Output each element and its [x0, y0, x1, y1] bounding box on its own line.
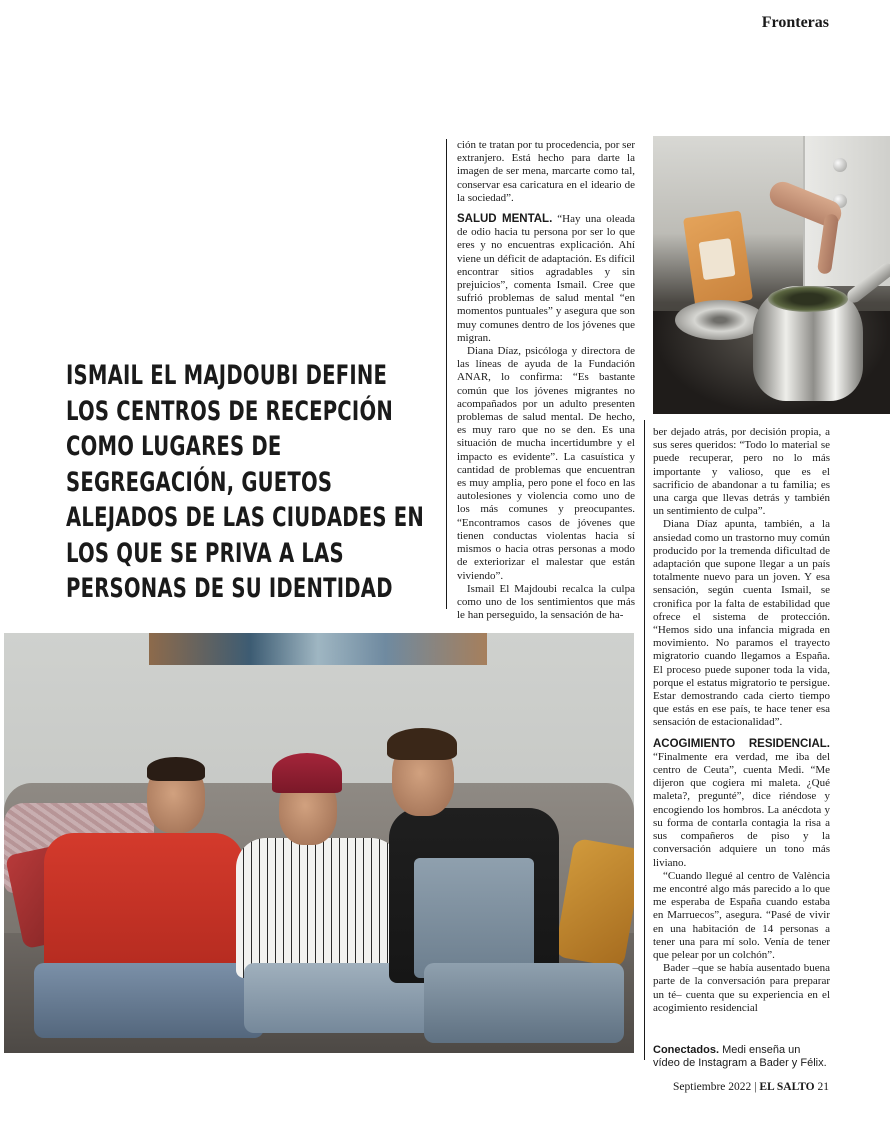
page-number: 21 — [817, 1081, 829, 1093]
footer-separator: | — [754, 1081, 757, 1093]
caption-text: Medi enseña un vídeo de Instagram a Bader y Félix. — [653, 1044, 827, 1069]
paragraph — [457, 213, 635, 345]
photo-funnel — [675, 300, 765, 340]
paragraph: Bader –que se había ausentado buena parte de la conversación para preparar un té– cuenta que su experiencia en el acogimiento residencial — [653, 962, 830, 1014]
pull-quote: ISMAIL EL MAJDOUBI DEFINE LOS CENTROS DE RECEPCIÓN COMO LUGARES DE SEGREGACIÓN, GUETOS ALEJADOS DE LAS CIUDADES EN LOS QUE SE PRIVA A LAS PERSONAS DE SU IDENTIDAD — [66, 360, 425, 604]
paragraph: ber dejado atrás, por decisión propia, a sus seres queridos: “Todo lo material se puede recuperar, pero no lo más importante y valioso, que es el sacrificio de abandonar a tu familia; es una carga que llevas detrás y también un sentimiento de culpa”. — [653, 426, 830, 518]
paragraph: Ismail El Majdoubi recalca la culpa como uno de los sentimientos que más le han perseguido, la sensación de ha- — [457, 582, 635, 622]
paragraph: Diana Díaz apunta, también, a la ansiedad como un trastorno muy común producido por la tremenda dificultad de adaptación que supone llegar a un país totalmente nuevo para un joven. Y esa sensación, según cuenta Ismail, se cronifica por la falta de estabilidad que ofrece el sistema de protección. “Hemos sido una infancia migrada en movimiento. No paramos el trayecto migratorio cuando llegamos a España. El proceso puede suponer toda la vida, porque el estatus migratorio te persigue. Estar demostrando cada cierto tiempo que estás en ese país, te hace tener esa sensación de estacionalidad”. — [653, 518, 830, 729]
photo-wall-painting — [149, 633, 487, 665]
tea-photo — [653, 136, 890, 414]
paragraph-text: “Hay una oleada de odio hacia tu persona por ser lo que eres y no encuentras explicación. Ahí viene un déficit de adaptación. Es difícil encontrar sitios agradables y sin prejuicios”, comenta Ismail. Cree que sufrió problemas de salud mental “en momentos puntuales” y asegura que son muy comunes dentro de los jóvenes que migran. — [457, 213, 635, 344]
photo-knob — [833, 158, 847, 172]
article-column-right — [653, 426, 830, 1015]
column-rule — [644, 420, 645, 1060]
photo-tea-bag — [683, 210, 753, 307]
page-footer — [673, 1081, 829, 1093]
main-photo — [4, 633, 634, 1053]
column-rule — [446, 139, 447, 609]
paragraph — [653, 738, 830, 870]
photo-caption — [653, 1044, 830, 1070]
paragraph: “Cuando llegué al centro de València me encontré algo más parecido a lo que me esperaba de España cuando estaba en Marruecos”, asegura. “Pasé de vivir en una habitación de 14 personas a tener una para mí solo. Venía de tener que pelear por un colchón”. — [653, 869, 830, 961]
footer-brand: EL SALTO — [759, 1081, 815, 1093]
paragraph-text: “Finalmente era verdad, me iba del centro de Ceuta”, cuenta Medi. “Me dijeron que cogiera mi maleta. ¿Qué maleta?, pregunté”, dice riéndose y encogiendo los hombros. La anécdota y su forma de contarla contagia la risa a sus compañeros de piso y la conversación adquiere un tono más liviano. — [653, 750, 830, 869]
photo-teapot-opening — [768, 286, 848, 312]
paragraph: ción te tratan por tu procedencia, por ser extranjero. Está hecho para darte la imagen de ser mena, marcarte como tal, conservar esa caricatura en el ideario de la sociedad”. — [457, 139, 635, 204]
footer-date: Septiembre 2022 — [673, 1081, 752, 1093]
caption-lead: Conectados. — [653, 1044, 720, 1056]
subhead-salud-mental: SALUD MENTAL. — [457, 213, 553, 226]
section-label: Fronteras — [761, 14, 829, 31]
article-column-middle — [457, 139, 635, 622]
paragraph: Diana Díaz, psicóloga y directora de las líneas de ayuda de la Fundación ANAR, lo confirma: “Es bastante común que los jóvenes migrantes no acompañados por un adulto presenten problemas de salud mental. De hecho, es muy raro que no se den. Es una situación de mucha incertidumbre y el impacto es evidente”. La casuística y cantidad de problemas que encuentran es muy amplia, pero pone el foco en las autolesiones y violencia como uno de los más comunes y preocupantes. “Encontramos casos de jóvenes que tienen conductas violentas hacia sí mismos o hacia otras personas a modo de exteriorizar el malestar que están viviendo”. — [457, 345, 635, 582]
subhead-acogimiento: ACOGIMIENTO RESIDENCIAL. — [653, 737, 830, 750]
